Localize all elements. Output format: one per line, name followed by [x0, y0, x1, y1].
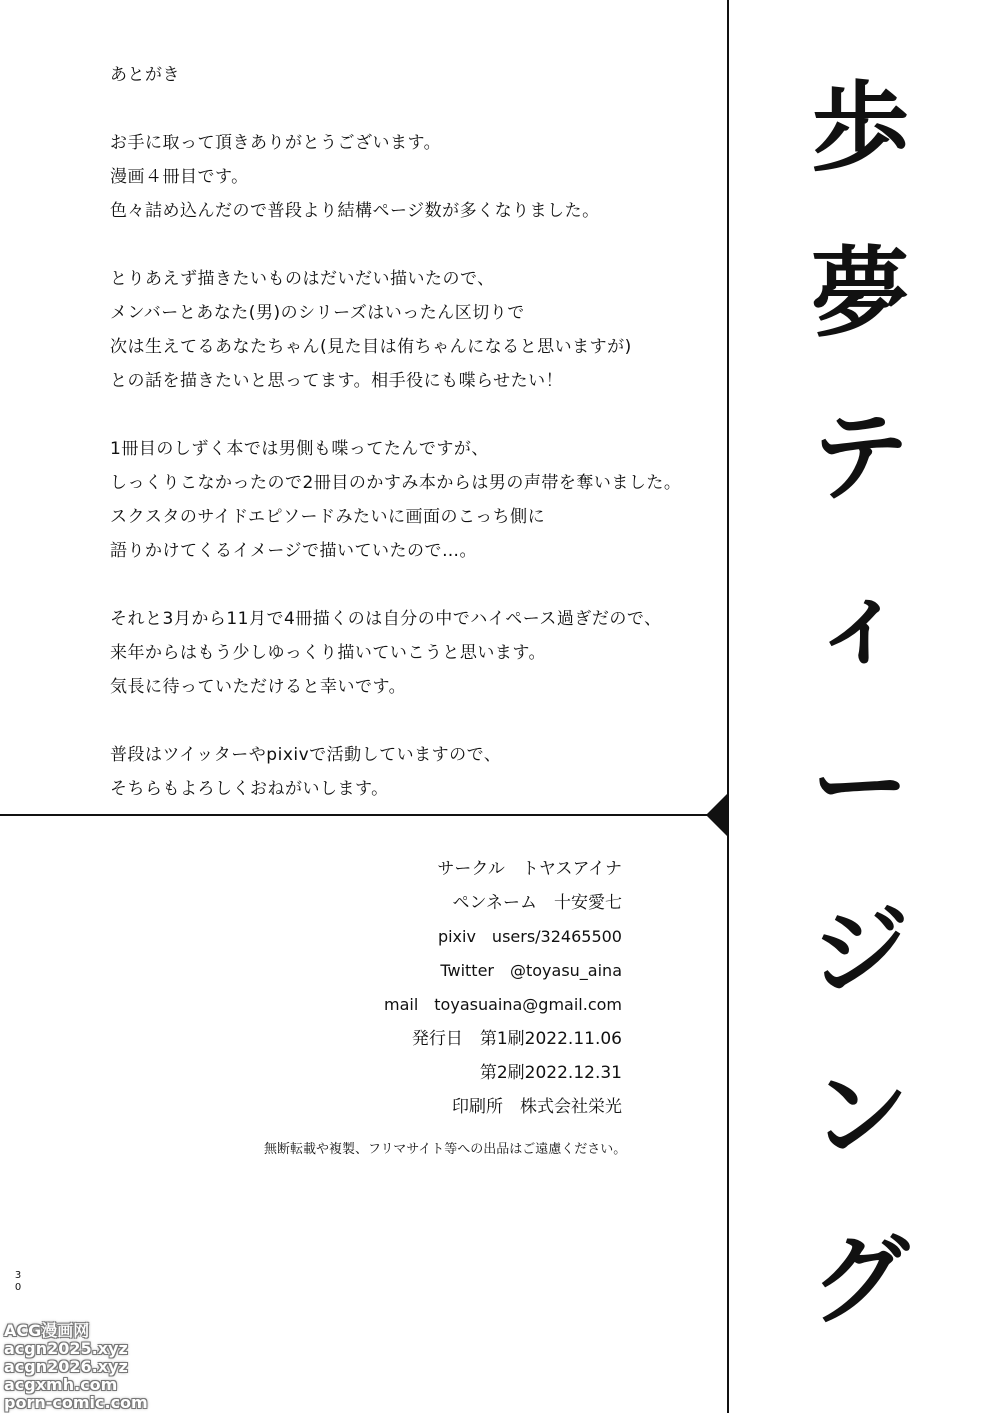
- title-char: 歩: [810, 72, 909, 186]
- colophon: [384, 852, 622, 1124]
- afterword-line: 語りかけてくるイメージで描いていたので…。: [110, 541, 477, 561]
- reprint-notice: 無断転載や複製、フリマサイト等への出品はご遠慮ください。: [264, 1142, 627, 1157]
- horizontal-divider: [0, 814, 728, 816]
- afterword-line: 色々詰め込んだので普段より結構ページ数が多くなりました。: [110, 201, 600, 221]
- afterword-line: お手に取って頂きありがとうございます。: [110, 133, 442, 153]
- afterword-line: 漫画４冊目です。: [110, 167, 249, 187]
- title-char: テ: [810, 401, 909, 516]
- book-title-vertical: [790, 72, 930, 1338]
- afterword-line: 気長に待っていただけると幸いです。: [110, 677, 407, 697]
- afterword-paragraph: [110, 432, 720, 568]
- afterword-paragraph: [110, 602, 720, 704]
- title-char: ン: [810, 1059, 909, 1174]
- colophon-circle: サークル トヤスアイナ: [437, 859, 622, 879]
- afterword-line: 1冊目のしずく本では男側も喋ってたんですが、: [110, 439, 489, 459]
- afterword-line: しっくりこなかったので2冊目のかすみ本からは男の声帯を奪いました。: [110, 473, 682, 493]
- afterword-line: とりあえず描きたいものはだいだい描いたので、: [110, 269, 495, 289]
- afterword-paragraph: [110, 738, 720, 806]
- title-char: ー: [810, 730, 909, 845]
- afterword-line: メンバーとあなた(男)のシリーズはいったん区切りで: [110, 303, 525, 323]
- colophon-issue-date-2: 第2刷2022.12.31: [479, 1063, 622, 1083]
- page-number-digit: 0: [14, 1282, 22, 1293]
- afterword: [110, 58, 720, 840]
- afterword-line: との話を描きたいと思ってます。相手役にも喋らせたい！: [110, 371, 564, 391]
- title-char: グ: [810, 1223, 909, 1338]
- afterword-paragraph: [110, 126, 720, 228]
- colophon-issue-date-1: 発行日 第1刷2022.11.06: [411, 1029, 622, 1049]
- watermark-line: acgxmh.com: [4, 1375, 118, 1394]
- title-char: ィ: [810, 565, 909, 680]
- page-number: [14, 1270, 22, 1294]
- afterword-line: そちらもよろしくおねがいします。: [110, 779, 389, 799]
- afterword-title: あとがき: [110, 65, 180, 85]
- colophon-mail: mail toyasuaina@gmail.com: [384, 995, 622, 1014]
- vertical-divider: [727, 0, 729, 1413]
- watermark-line: porn-comic.com: [4, 1393, 148, 1412]
- afterword-paragraph: [110, 262, 720, 398]
- watermark-line: acgn2025.xyz: [4, 1339, 128, 1358]
- colophon-printer: 印刷所 株式会社栄光: [452, 1097, 622, 1117]
- afterword-line: 普段はツイッターやpixivで活動していますので、: [110, 745, 502, 765]
- colophon-twitter: Twitter @toyasu_aina: [440, 961, 622, 980]
- afterword-line: スクスタのサイドエピソードみたいに画面のこっち側に: [110, 507, 546, 527]
- watermark-line: ACG漫画网: [4, 1321, 90, 1340]
- colophon-pixiv: pixiv users/32465500: [437, 927, 622, 946]
- afterword-line: それと3月から11月で4冊描くのは自分の中でハイペース過ぎだので、: [110, 609, 662, 629]
- page-number-digit: 3: [14, 1270, 22, 1281]
- watermark-line: acgn2026.xyz: [4, 1357, 128, 1376]
- title-char: 夢: [810, 236, 909, 351]
- afterword-line: 次は生えてるあなたちゃん(見た目は侑ちゃんになると思いますが): [110, 337, 632, 357]
- afterword-line: 来年からはもう少しゆっくり描いていこうと思います。: [110, 643, 546, 663]
- site-watermark: [4, 1322, 148, 1412]
- colophon-pen-name: ペンネーム 十安愛七: [452, 893, 622, 913]
- divider-notch: [706, 793, 728, 837]
- title-char: ジ: [810, 894, 909, 1009]
